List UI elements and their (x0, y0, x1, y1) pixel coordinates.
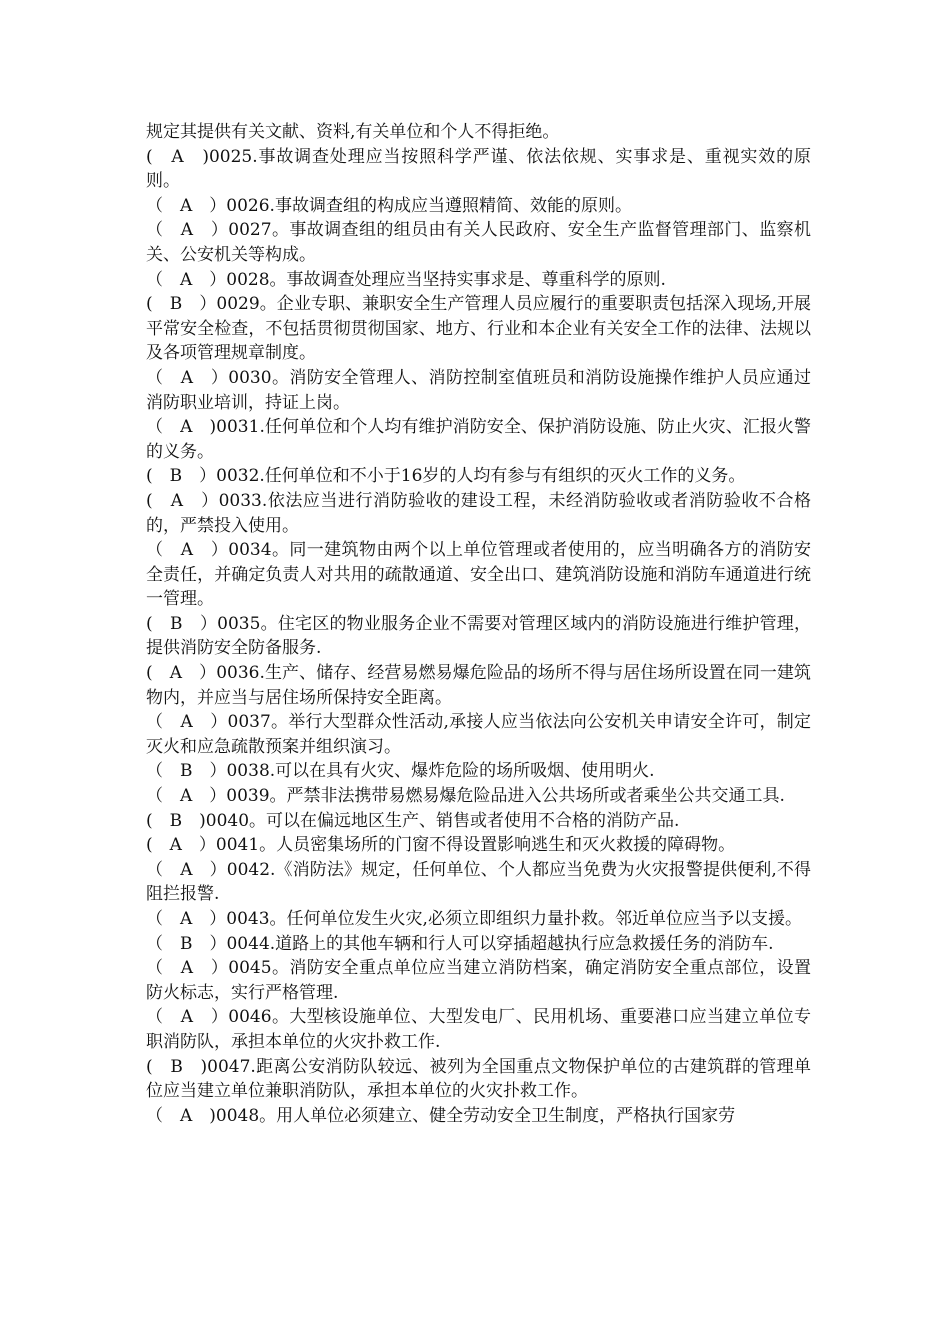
question-line: ( B )0047.距离公安消防队较远、被列为全国重点文物保护单位的古建筑群的管理单位应当建立单位兼职消防队，承担本单位的火灾扑救工作。 (146, 1056, 811, 1102)
question-line: ( B ）0035。住宅区的物业服务企业不需要对管理区域内的消防设施进行维护管理，提供消防安全防备服务. (146, 613, 811, 659)
question-line: ( A ）0041。人员密集场所的门窗不得设置影响逃生和灭火救援的障碍物。 (146, 835, 736, 856)
question-line: （ A ）0046。大型核设施单位、大型发电厂、民用机场、重要港口应当建立单位专职消防队，承担本单位的火灾扑救工作. (146, 1007, 811, 1052)
question-line: （ A ）0039。严禁非法携带易燃易爆危险品进入公共场所或者乘坐公共交通工具. (146, 786, 785, 807)
question-line: ( A )0025.事故调查处理应当按照科学严谨、依法依规、实事求是、重视实效的原则。 (146, 146, 811, 192)
question-line: （ A ）0043。任何单位发生火灾,必须立即组织力量扑救。邻近单位应当予以支援。 (146, 909, 802, 929)
question-line: （ A ）0027。事故调查组的组员由有关人民政府、安全生产监督管理部门、监察机关、公安机关等构成。 (146, 220, 811, 265)
question-line: （ B ）0044.道路上的其他车辆和行人可以穿插超越执行应急救援任务的消防车. (146, 933, 774, 954)
question-line: ( B ）0032.任何单位和不小于16岁的人均有参与有组织的灭火工作的义务。 (146, 466, 746, 487)
question-line: （ A ）0037。举行大型群众性活动,承接人应当依法向公安机关申请安全许可，制定灭火和应急疏散预案并组织演习。 (146, 712, 811, 757)
question-line: ( B )0040。可以在偏远地区生产、销售或者使用不合格的消防产品. (146, 810, 680, 831)
document-body (146, 120, 811, 1128)
question-line: （ A )0048。用人单位必须建立、健全劳动安全卫生制度，严格执行国家劳 (146, 1105, 736, 1126)
question-line: 规定其提供有关文献、资料,有关单位和个人不得拒绝。 (146, 122, 560, 142)
question-line: ( A ）0033.依法应当进行消防验收的建设工程，未经消防验收或者消防验收不合格的，严禁投入使用。 (146, 490, 811, 536)
question-line: ( B ）0029。企业专职、兼职安全生产管理人员应履行的重要职责包括深入现场,开展平常安全检查，不包括贯彻贯彻国家、地方、行业和本企业有关安全工作的法律、法规以及各项管理规章制度。 (146, 294, 811, 364)
question-line: （ A ）0045。消防安全重点单位应当建立消防档案，确定消防安全重点部位，设置防火标志，实行严格管理. (146, 958, 811, 1003)
question-line: ( A ）0036.生产、储存、经营易燃易爆危险品的场所不得与居住场所设置在同一建筑物内，并应当与居住场所保持安全距离。 (146, 663, 811, 708)
question-line: （ A ）0026.事故调查组的构成应当遵照精简、效能的原则。 (146, 195, 632, 216)
question-line: （ A ）0030。消防安全管理人、消防控制室值班员和消防设施操作维护人员应通过消防职业培训，持证上岗。 (146, 367, 811, 413)
question-line: （ A )0031.任何单位和个人均有维护消防安全、保护消防设施、防止火灾、汇报火警的义务。 (146, 417, 811, 462)
question-line: （ A ）0042.《消防法》规定，任何单位、个人都应当免费为火灾报警提供便利,不得阻拦报警. (146, 859, 811, 905)
question-line: （ A ）0034。同一建筑物由两个以上单位管理或者使用的，应当明确各方的消防安全责任，并确定负责人对共用的疏散通道、安全出口、建筑消防设施和消防车通道进行统一管理。 (146, 540, 811, 610)
question-line: （ A ）0028。事故调查处理应当坚持实事求是、尊重科学的原则. (146, 269, 666, 290)
question-line: （ B ）0038.可以在具有火灾、爆炸危险的场所吸烟、使用明火. (146, 761, 655, 782)
